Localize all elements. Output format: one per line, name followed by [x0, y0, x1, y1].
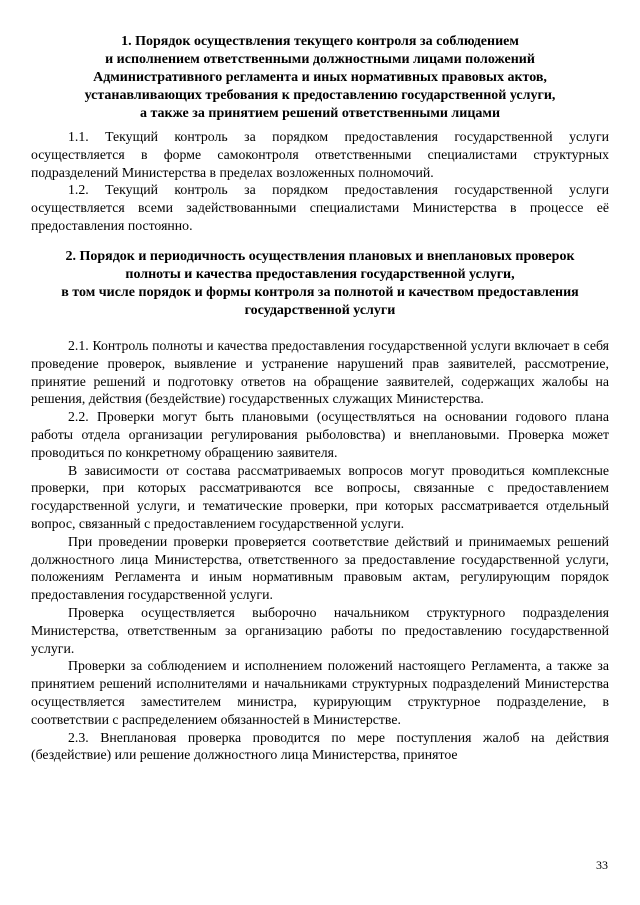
heading-line: в том числе порядок и формы контроля за полнотой и качеством предоставления: [61, 285, 579, 300]
heading-line: 1. Порядок осуществления текущего контроля за соблюдением: [121, 34, 519, 49]
paragraph-2-1: 2.1. Контроль полноты и качества предоставления государственной услуги включает в себя проведение проверок, выявление и устранение нарушений прав заявителей, рассмотрение, принятие решений и подготовку ответов на обращение заявителей, содержащих жалобы на решения, действия (бездействие) государственных служащих Министерства.: [31, 338, 609, 407]
heading-line: устанавливающих требования к предоставлению государственной услуги,: [84, 88, 556, 103]
paragraph-2-3: 2.3. Внеплановая проверка проводится по мере поступления жалоб на действия (бездействие) или решение должностного лица Министерства, принятое: [31, 729, 609, 763]
heading-line: государственной услуги: [244, 303, 396, 318]
paragraph-1-1: 1.1. Текущий контроль за порядком предоставления государственной услуги осуществляется в форме самоконтроля ответственными специалистами структурных подразделений Министерства в пределах возложенных полномочий.: [31, 129, 609, 180]
section-2-heading: [28, 248, 612, 320]
page-number: 33: [596, 858, 608, 872]
paragraph-2-2-check-scope: При проведении проверки проверяется соответствие действий и принимаемых решений должностного лица Министерства, ответственного за предоставление государственной услуги, положениям Регламента и иным нормативным правовым актам, регулирующим порядок предоставления государственной услуги.: [31, 533, 609, 603]
heading-line: Административного регламента и иных нормативных правовых актов,: [93, 70, 547, 85]
paragraph-2-2-deputy-check: Проверки за соблюдением и исполнением положений настоящего Регламента, а также за принятием решений исполнителями и начальниками структурных подразделений Министерства осуществляется заместителем министра, курирующим структурное подразделение, в соответствии с распределением обязанностей в Министерстве.: [31, 658, 609, 727]
paragraph-2-2-complex-checks: В зависимости от состава рассматриваемых вопросов могут проводиться комплексные проверки, при которых рассматриваются все вопросы, связанные с предоставлением государственной услуги, и тематические проверки, при которых рассматривается отдельный вопрос, связанный с предоставлением государственной услуги.: [31, 462, 609, 531]
paragraph-1-2: 1.2. Текущий контроль за порядком предоставления государственной услуги осуществляется всеми задействованными специалистами Министерства в процессе её предоставления постоянно.: [31, 182, 609, 233]
section-2-body: [31, 337, 609, 764]
paragraph-2-2: 2.2. Проверки могут быть плановыми (осуществляться на основании годового плана работы отдела организации регулирования рыболовства) и внеплановыми. Проверка может проводиться по конкретному обращению заявителя.: [31, 409, 609, 460]
section-1-body: [31, 128, 609, 235]
heading-line: полноты и качества предоставления государственной услуги,: [125, 267, 515, 282]
heading-line: и исполнением ответственными должностными лицами положений: [105, 52, 535, 67]
heading-line: а также за принятием решений ответственными лицами: [139, 106, 501, 121]
section-1-heading: [28, 33, 612, 123]
paragraph-2-2-selective-check: Проверка осуществляется выборочно начальником структурного подразделения Министерства, ответственным за организацию работы по предоставлению государственной услуги.: [31, 604, 609, 656]
heading-line: 2. Порядок и периодичность осуществления плановых и внеплановых проверок: [65, 249, 575, 264]
